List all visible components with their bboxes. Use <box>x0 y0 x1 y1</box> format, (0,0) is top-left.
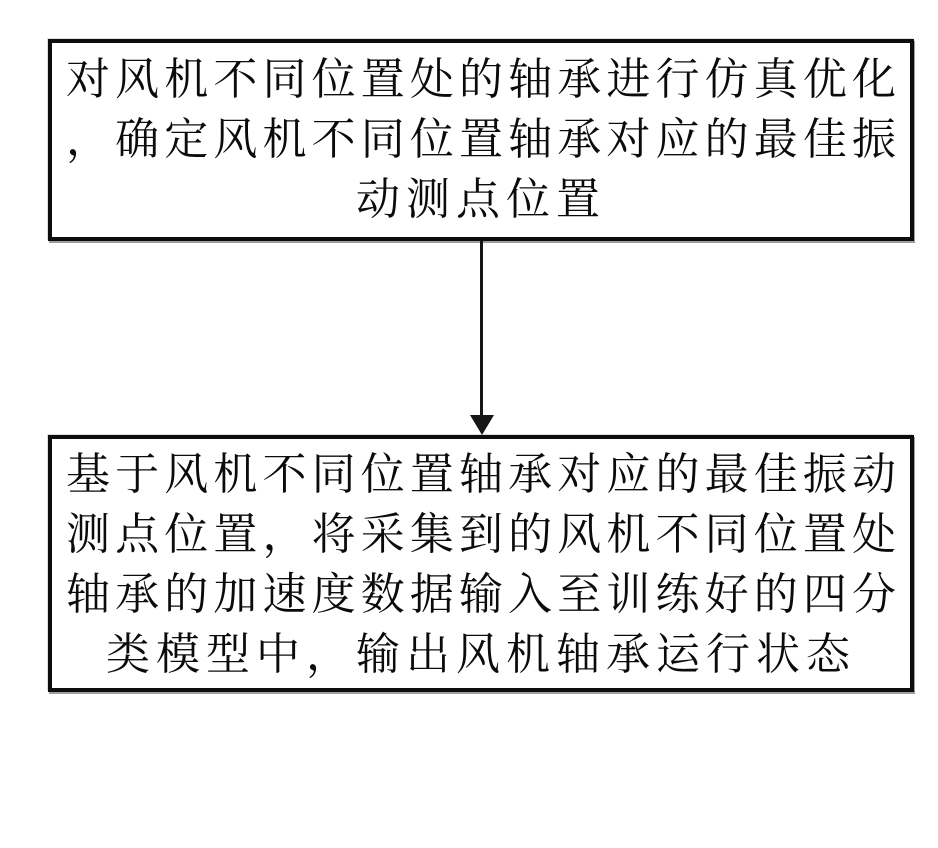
flow-step-1-box <box>48 39 914 241</box>
flow-step-2-box <box>48 435 914 692</box>
step-text-line: 动测点位置 <box>356 175 606 224</box>
step-text-line: 类模型中，输出风机轴承运行状态 <box>106 630 856 679</box>
flow-column <box>48 39 914 692</box>
step-text-line: 对风机不同位置处的轴承进行仿真优化 <box>66 55 896 104</box>
step-text-line: 基于风机不同位置轴承对应的最佳振动 <box>66 450 896 499</box>
arrow-head-icon <box>470 415 494 435</box>
step-text-line: ，确定风机不同位置轴承对应的最佳振 <box>66 115 896 164</box>
step-text-line: 测点位置，将采集到的风机不同位置处 <box>66 510 896 559</box>
arrow-line <box>480 241 483 416</box>
down-arrow-connector <box>48 241 914 435</box>
step-text-line: 轴承的加速度数据输入至训练好的四分 <box>66 570 896 619</box>
